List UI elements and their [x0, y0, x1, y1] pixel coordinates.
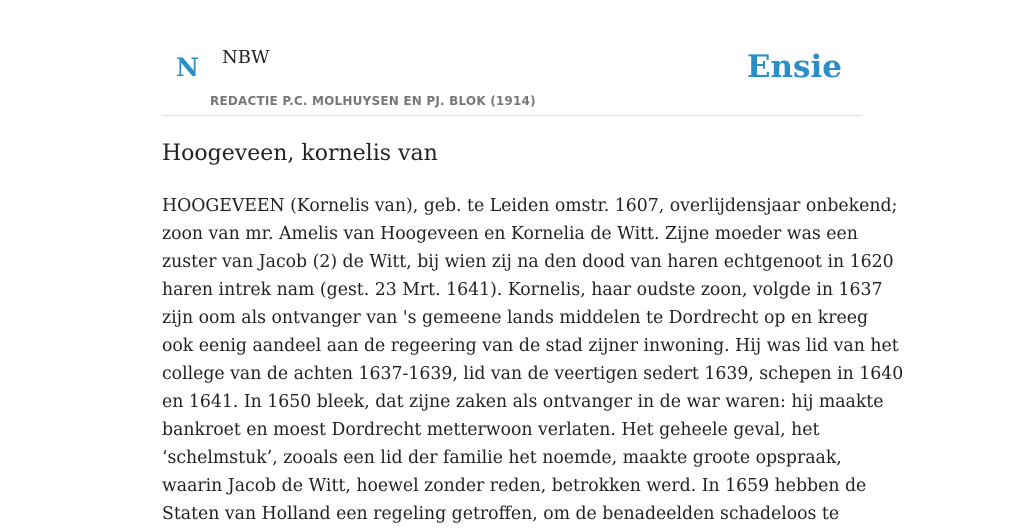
- page: [162, 0, 904, 524]
- ensie-logo[interactable]: Ensie: [746, 49, 842, 85]
- entry-body-line: bankroet en moest Dordrecht metterwoon verlaten. Het geheele geval, het: [162, 420, 820, 440]
- entry-body-line: HOOGEVEEN (Kornelis van), geb. te Leiden omstr. 1607, overlijdensjaar onbekend;: [162, 196, 898, 216]
- entry-body-line: zijn oom als ontvanger van 's gemeene lands middelen te Dordrecht op en kreeg: [162, 308, 869, 328]
- entry-body-line: Staten van Holland een regeling getroffen, om de benadeelden schadeloos te: [162, 504, 840, 524]
- entry-body-line: zuster van Jacob (2) de Witt, bij wien zij na den dood van haren echtgenoot in 1620: [162, 252, 894, 272]
- source-editors: REDACTIE P.C. MOLHUYSEN EN PJ. BLOK (1914): [210, 94, 536, 108]
- entry-body-line: haren intrek nam (gest. 23 Mrt. 1641). Kornelis, haar oudste zoon, volgde in 1637: [162, 280, 883, 300]
- entry-body-line: en 1641. In 1650 bleek, dat zijne zaken als ontvanger in de war waren: hij maakte: [162, 392, 884, 412]
- entry-title: Hoogeveen, kornelis van: [162, 141, 438, 166]
- entry-body-line: waarin Jacob de Witt, hoewel zonder reden, betrokken werd. In 1659 hebben de: [162, 476, 867, 496]
- entry-body-line: zoon van mr. Amelis van Hoogeveen en Kornelia de Witt. Zijne moeder was een: [162, 224, 858, 244]
- entry-body-line: ook eenig aandeel aan de regeering van de stad zijner inwoning. Hij was lid van het: [162, 336, 899, 356]
- source-name-link[interactable]: NBW: [222, 47, 270, 68]
- source-header: [162, 0, 862, 116]
- entry-body-line: ‘schelmstuk’, zooals een lid der familie het noemde, maakte groote opspraak,: [162, 448, 842, 468]
- source-logo-icon[interactable]: N: [176, 53, 199, 82]
- entry-body-line: college van de achten 1637-1639, lid van de veertigen sedert 1639, schepen in 1640: [162, 364, 904, 384]
- entry-body: [162, 192, 904, 528]
